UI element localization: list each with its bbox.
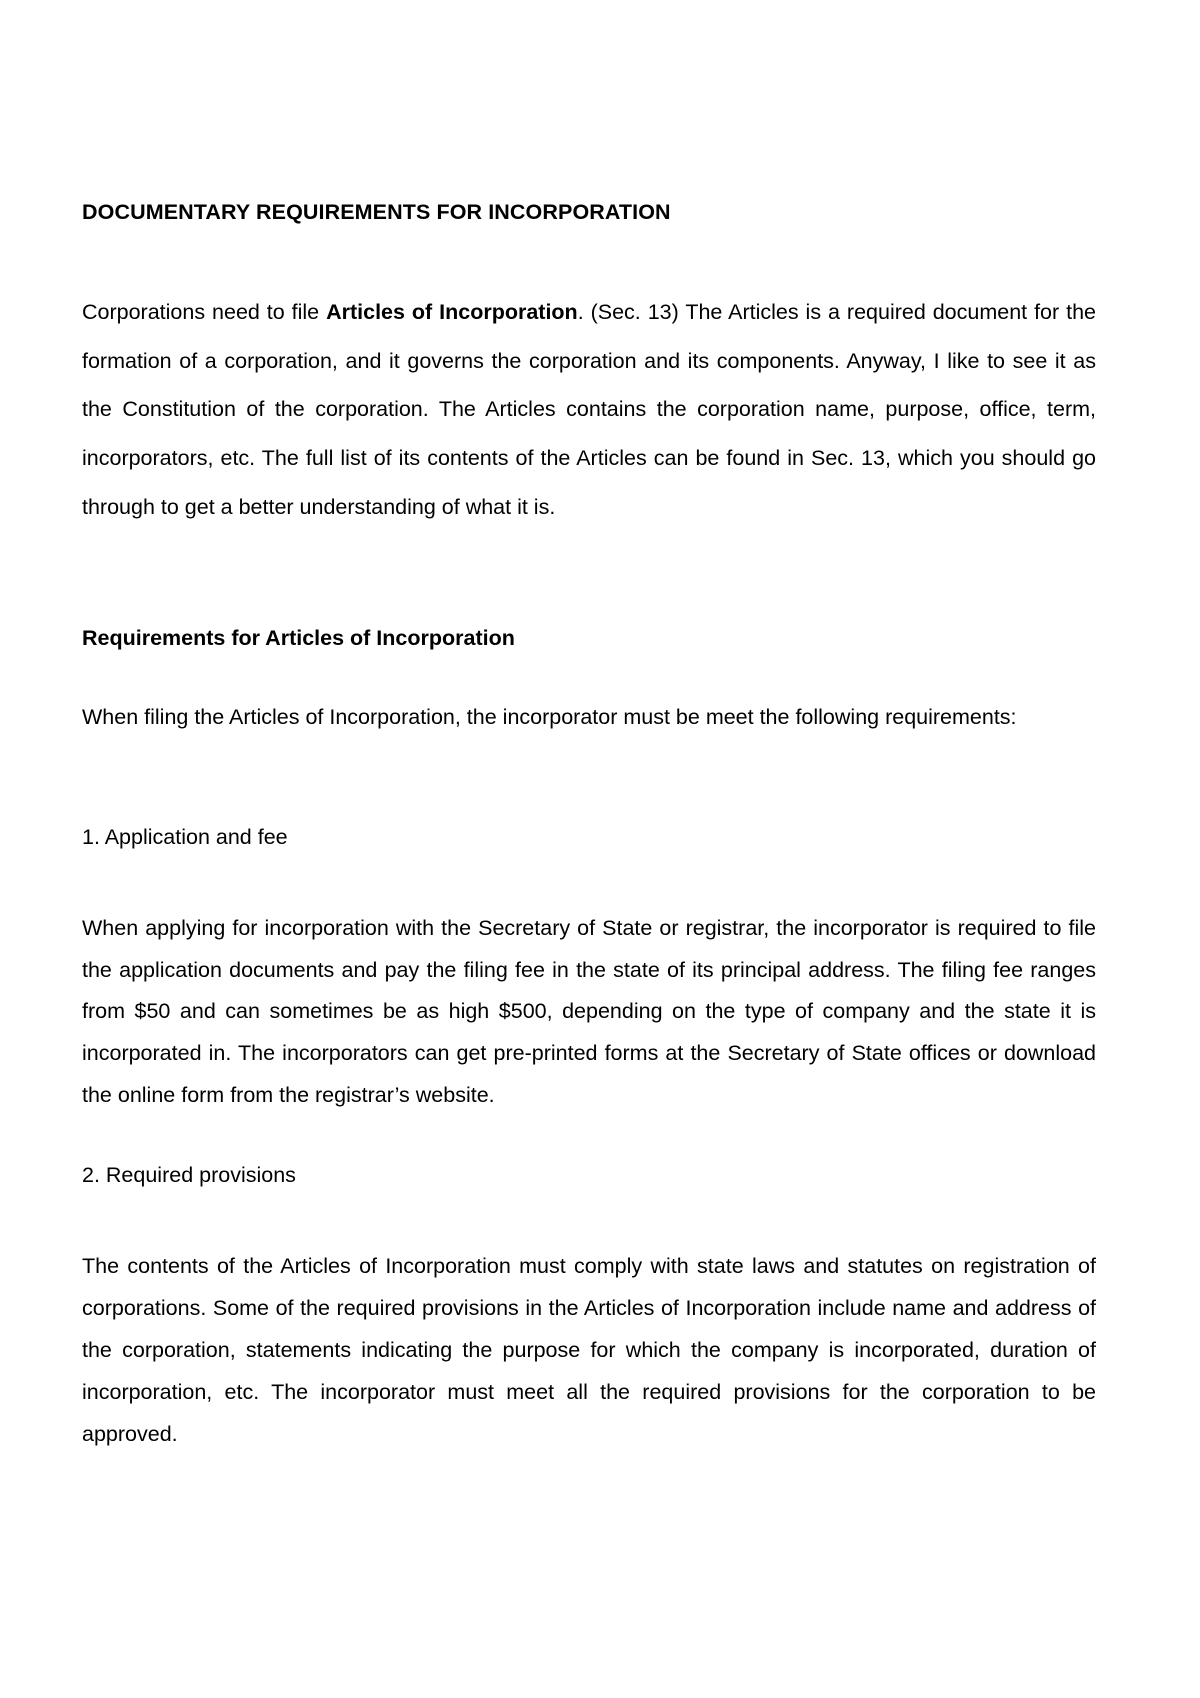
articles-of-incorporation-term: Articles of Incorporation (326, 300, 578, 324)
item-paragraph-application-fee: When applying for incorporation with the Secretary of State or registrar, the incorporator is required to file the application documents and pay the filing fee in the state of its principal address. The filing fee ranges from $50 and can sometimes be as high $500, depending on the type of company and the state it is incorporated in. The incorporators can get pre-printed forms at the Secretary of State offices or download the online form from the registrar’s website. (82, 916, 1096, 1107)
requirements-intro-paragraph: When filing the Articles of Incorporation, the incorporator must be meet the following requirements: (82, 705, 1017, 729)
intro-text-start: Corporations need to file (82, 300, 327, 324)
intro-paragraph (82, 288, 1096, 532)
document-title: DOCUMENTARY REQUIREMENTS FOR INCORPORATION (82, 200, 671, 224)
requirements-heading: Requirements for Articles of Incorporation (82, 626, 515, 650)
item-paragraph-required-provisions: The contents of the Articles of Incorporation must comply with state laws and statutes on registration of corporations. Some of the required provisions in the Articles of Incorporation include name and address of the corporation, statements indicating the purpose for which the company is incorporated, duration of incorporation, etc. The incorporator must meet all the required provisions for the corporation to be approved. (82, 1254, 1096, 1446)
item-heading-required-provisions: 2. Required provisions (82, 1163, 296, 1187)
item-heading-application-fee: 1. Application and fee (82, 825, 288, 849)
intro-text-rest: . (Sec. 13) The Articles is a required document for the formation of a corporation, and it governs the corporation and its components. Anyway, I like to see it as the Constitution of the corporation. The Articles contains the corporation name, purpose, office, term, incorporators, etc. The full list of its contents of the Articles can be found in Sec. 13, which you should go through to get a better understanding of what it is. (82, 300, 1096, 519)
